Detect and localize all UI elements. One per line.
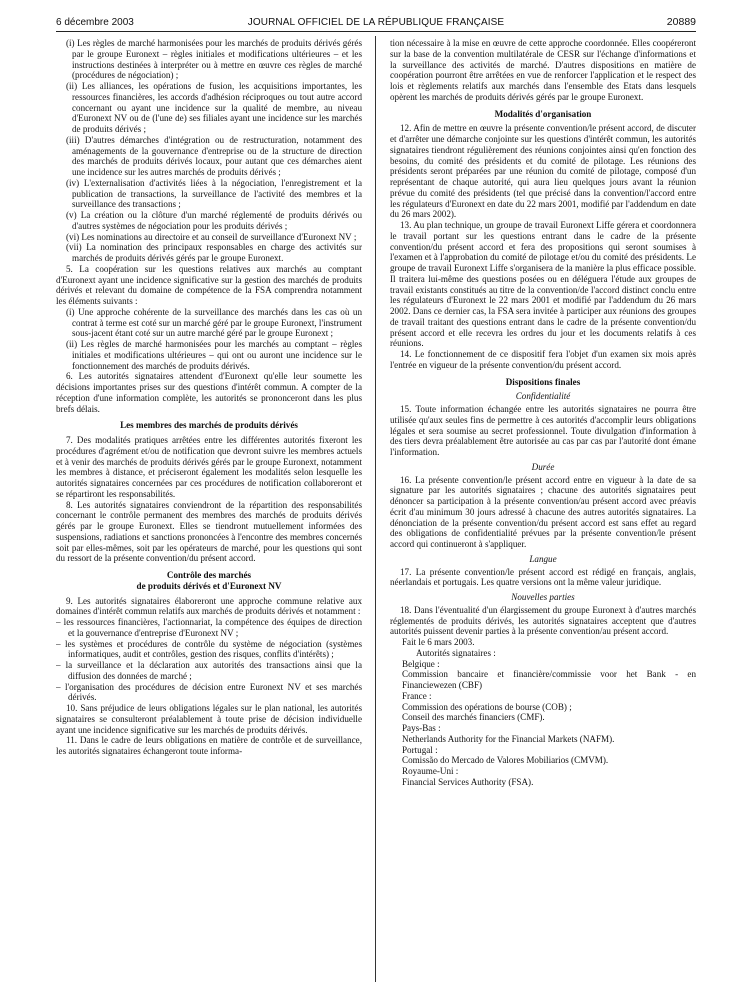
right-column bbox=[390, 38, 696, 983]
bullet-item: – la surveillance et la déclaration aux autorités des transactions ainsi que la diffusion des données de marché ; bbox=[56, 660, 362, 681]
paragraph: 11. Dans le cadre de leurs obligations en matière de contrôle et de surveillance, les autorités signataires échangeront toute informa- bbox=[56, 735, 362, 756]
paragraph: 16. La présente convention/le présent accord entre en vigueur à la date de sa signature par les autorités signataires ; chacune des autorités signataires peut dénoncer sa participation à la présente convention/au présent accord avec préavis écrit d'au minimum 30 jours adressé à chacune des autres autorités signataires. La dénonciation de la présente convention/du présent accord est sans effet au regard des obligations de confidentialité prévues par la présente convention/le présent accord qui continueront à s'appliquer. bbox=[390, 474, 696, 549]
section-heading: Les membres des marchés de produits dérivés bbox=[120, 420, 298, 431]
signature-line: Autorités signataires : bbox=[416, 647, 496, 658]
bullet-item: – les systèmes et procédures de contrôle du système de négociation (systèmes informatiques, audit et contrôles, gestion des risques, conflits d'intérêts) ; bbox=[56, 638, 362, 660]
page-number: 20889 bbox=[666, 16, 696, 28]
subsection-heading: Langue bbox=[529, 553, 557, 564]
list-item: (v) La création ou la clôture d'un marché réglementé de produits dérivés ou d'autres systèmes de négociation pour les produits dérivés ; bbox=[66, 210, 362, 231]
signature-line: Commission des opérations de bourse (COB) ; bbox=[402, 701, 572, 712]
bullet-item: – l'organisation des procédures de décision entre Euronext NV et ses marchés dérivés. bbox=[56, 681, 362, 703]
paragraph: 13. Au plan technique, un groupe de travail Euronext Liffe gérera et coordonnera le travail portant sur les questions entrant dans le cadre de la présente convention/du présent accord et fera des propositions qui seront soumises à l'examen et à l'approbation du comité de pilotage et/ou du comité des présidents. Le groupe de travail Euronext Liffe s'organisera de la manière la plus efficace possible. Il traitera lui-même des questions posées ou en déléguera l'étude aux groupes de travail existants constitués au titre de la convention/de l'accord distinct conclu entre les régulateurs d'Euronext le 22 mars 2001 et modifié par l'addendum du 26 mars 2002. Dans ce dernier cas, la FSA sera invitée à participer aux réunions des groupes de travail traitant des questions entrant dans le cadre de la présente convention/du présent accord et elle recevra les ordres du jour et les documents relatifs à ces réunions. bbox=[390, 220, 696, 349]
list-item: (vii) La nomination des principaux responsables en charge des activités sur marchés de produits dérivés gérés par le groupe Euronext. bbox=[66, 242, 362, 263]
paragraph: 15. Toute information échangée entre les autorités signataires ne pourra être utilisée qu'aux seules fins de permettre à ces autorités d'accomplir leurs obligations légales et sera soumise au secret professionnel. Toute divulgation d'information à des tiers devra préalablement être autorisée au cas par cas par l'autorité dont émane l'information. bbox=[390, 404, 696, 457]
section-heading: Contrôle des marchés de produits dérivés et d'Euronext NV bbox=[136, 570, 282, 591]
subsection-heading: Durée bbox=[531, 461, 555, 472]
list-item: (i) Une approche cohérente de la surveillance des marchés dans les cas où un contrat à terme est coté sur un marché géré par le groupe Euronext, l'instrument sous-jacent étant coté sur un autre marché géré par le groupe Euronext ; bbox=[66, 306, 362, 339]
section-heading: Dispositions finales bbox=[505, 376, 581, 387]
subsection-heading: Confidentialité bbox=[515, 391, 571, 402]
left-column bbox=[56, 38, 362, 983]
signature-line: Comissão do Mercado de Valores Mobiliarios (CMVM). bbox=[402, 755, 609, 766]
list-item: (vi) Les nominations au directoire et au conseil de surveillance d'Euronext NV ; bbox=[66, 231, 357, 242]
header-rule bbox=[56, 31, 696, 32]
signature-line: France : bbox=[402, 690, 432, 701]
paragraph: 7. Des modalités pratiques arrêtées entre les différentes autorités fixeront les procédures d'agrément et/ou de notification que devront suivre les membres actuels et à venir des marchés de produits dérivés gérés par le groupe Euronext, notamment les membres à distance, et préciseront également les modalités selon lesquelle les autorités signataires concernées par ces procédures de notification collaboreront et se répartiront les responsabilités. bbox=[56, 435, 362, 499]
list-item: (iii) D'autres démarches d'intégration ou de restructuration, notamment des aménagements de la gouvernance d'entreprise ou de la structure de direction des marchés de produits dérivés locaux, pour autant que ces démarches aient une incidence sur les autres marchés de produits dérivés ; bbox=[66, 134, 362, 177]
list-item: (iv) L'externalisation d'activités liées à la négociation, l'enregistrement et la publication de transactions, la surveillance de l'activité des membres et la surveillance des transactions ; bbox=[66, 177, 362, 210]
signature-line: Conseil des marchés financiers (CMF). bbox=[402, 712, 545, 723]
signature-line: Commission bancaire et financière/commissie voor het Bank - en Financiewezen (CBF) bbox=[402, 669, 696, 690]
paragraph: 12. Afin de mettre en œuvre la présente convention/le présent accord, de discuter et d'arrêter une démarche conjointe sur les questions d'intérêt commun, les autorités signataires tiendront régulièrement des réunions conjointes ainsi qu'en fonction des besoins, du comité des présidents et du comité de pilotage. Les réunions des présidents seront préparées par une réunion du comité de pilotage, composé d'un représentant de chaque autorité, qui aura lieu quelques jours avant la réunion prévue du comité des présidents (tel que précisé dans la convention/l'accord entre les régulateurs d'Euronext en date du 22 mars 2001, modifié par l'addendum en date du 26 mars 2002). bbox=[390, 123, 696, 220]
journal-title: JOURNAL OFFICIEL DE LA RÉPUBLIQUE FRANÇAISE bbox=[247, 17, 505, 28]
paragraph: 5. La coopération sur les questions relatives aux marchés au comptant d'Euronext ayant une incidence significative sur la gestion des marchés de produits dérivés et relevant du domaine de compétence de la FSA comprendra notamment les éléments suivants : bbox=[56, 263, 362, 306]
bullet-item: – les ressources financières, l'actionnariat, la compétence des équipes de direction et la gouvernance d'entreprise d'Euronext NV ; bbox=[56, 617, 362, 638]
paragraph: 10. Sans préjudice de leurs obligations légales sur le plan national, les autorités signataires se consulteront préalablement à toute prise de décision individuelle ayant une incidence significative sur les marchés de produits dérivés. bbox=[56, 703, 362, 735]
subsection-heading: Nouvelles parties bbox=[511, 592, 575, 602]
page-header bbox=[56, 13, 696, 31]
paragraph: 8. Les autorités signataires conviendront de la répartition des responsabilités concernant le contrôle permanent des membres des marchés de produits dérivés gérés par le groupe Euronext. Elles se tiendront mutuellement informées des suspensions, radiations et sanctions prononcées à l'encontre des membres concernés soit par elles-mêmes, soit par les opérateurs de marché, pour les questions qui sont du ressort de la présente convention/du présent accord. bbox=[56, 499, 362, 564]
signature-line: Portugal : bbox=[402, 744, 438, 755]
signature-line: Financial Services Authority (FSA). bbox=[402, 776, 534, 787]
paragraph: 9. Les autorités signataires élaboreront une approche commune relative aux domaines d'intérêt commun relatifs aux marchés de produits dérivés et notamment : bbox=[56, 595, 362, 617]
column-separator bbox=[375, 36, 376, 982]
paragraph: tion nécessaire à la mise en œuvre de cette approche coordonnée. Elles coopéreront sur la base de la convention multilatérale de CESR sur l'échange d'informations et la surveillance des activités de marché. D'autres dispositions en matière de coopération pourront être arrêtées en vue de renforcer l'application et le respect des lois et règlements relatifs aux marchés dans l'ensemble des Etats dans lesquels opèrent les marchés de produits dérivés gérés par le groupe Euronext. bbox=[390, 38, 696, 102]
paragraph: 17. La présente convention/le présent accord est rédigé en français, anglais, néerlandais et portugais. Les quatre versions ont la même valeur juridique. bbox=[390, 566, 696, 588]
list-item: (i) Les règles de marché harmonisées pour les marchés de produits dérivés gérés par le groupe Euronext – règles initiales et modifications ultérieures – et les instructions destinées à interpréter ou à mettre en œuvre ces règles de marché (procédures de négociation) ; bbox=[66, 38, 362, 81]
section-heading: Modalités d'organisation bbox=[494, 108, 592, 119]
paragraph: 6. Les autorités signataires attendent d'Euronext qu'elle leur soumette les décisions importantes prises sur des questions d'intérêt commun. A compter de la réception d'une information complète, les autorités se prononceront dans les plus brefs délais. bbox=[56, 371, 362, 414]
signature-line: Fait le 6 mars 2003. bbox=[402, 637, 475, 647]
signature-line: Belgique : bbox=[402, 658, 440, 669]
signature-line: Pays-Bas : bbox=[402, 723, 441, 733]
issue-date: 6 décembre 2003 bbox=[56, 17, 134, 28]
paragraph: 14. Le fonctionnement de ce dispositif fera l'objet d'un examen six mois après l'entrée en vigueur de la présente convention/du présent accord. bbox=[390, 349, 696, 370]
paragraph: 18. Dans l'éventualité d'un élargissement du groupe Euronext à d'autres marchés réglementés de produits dérivés, les autorités signataires acceptent que d'autres autorités puissent devenir parties à la présente convention/au présent accord. bbox=[390, 604, 696, 637]
signature-line: Royaume-Uni : bbox=[402, 766, 459, 776]
signature-line: Netherlands Authority for the Financial Markets (NAFM). bbox=[402, 733, 615, 744]
list-item: (ii) Les alliances, les opérations de fusion, les acquisitions importantes, les ressources financières, les accords d'adhésion réciproques ou tout autre accord concernant ou ayant une incidence sur la qualité de membre, au niveau d'Euronext NV ou de (l'une de) ses filiales ayant une incidence sur les marchés de produits dérivés ; bbox=[66, 81, 362, 134]
list-item: (ii) Les règles de marché harmonisées pour les marchés au comptant – règles initiales et modifications ultérieures – qui ont ou auront une incidence sur le fonctionnement des marchés de produits dérivés. bbox=[66, 339, 362, 371]
